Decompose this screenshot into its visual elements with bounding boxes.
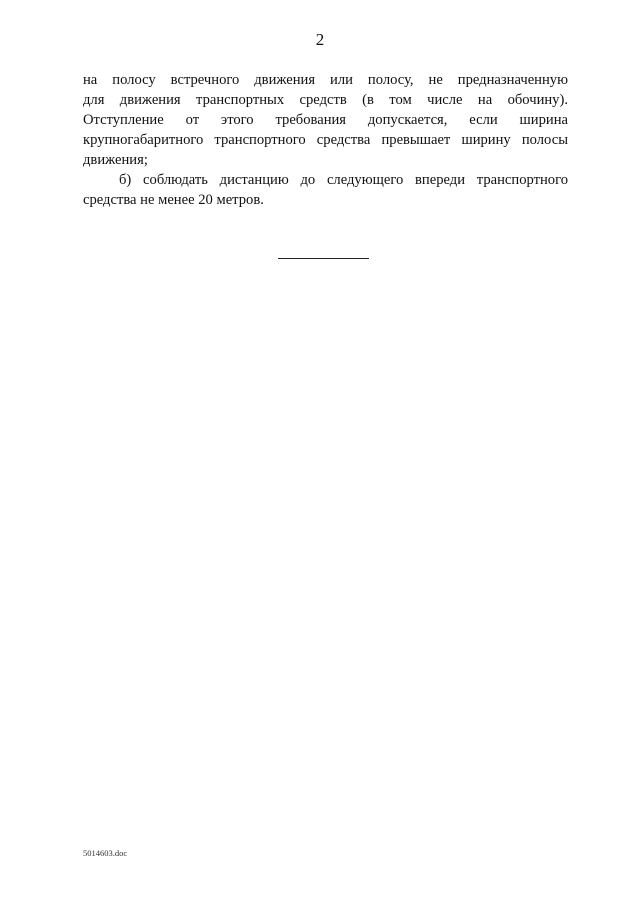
text-line: б) соблюдать дистанцию до следующего впереди транспортного [119, 172, 568, 188]
text-line: Отступление от этого требования допускается, если ширина [83, 112, 568, 128]
text-line: средства не менее 20 метров. [83, 192, 264, 208]
text-line: движения; [83, 152, 148, 168]
end-of-document-rule [278, 258, 369, 259]
page-number: 2 [315, 30, 325, 49]
text-line: на полосу встречного движения или полосу, не предназначенную [83, 72, 568, 88]
document-body [83, 70, 568, 210]
footer-filename: 5014603.doc [83, 848, 128, 858]
paragraph-item-b [83, 170, 568, 210]
paragraph-continuation [83, 70, 568, 170]
text-line: крупногабаритного транспортного средства превышает ширину полосы [83, 132, 568, 148]
text-line: для движения транспортных средств (в том числе на обочину). [83, 92, 568, 108]
